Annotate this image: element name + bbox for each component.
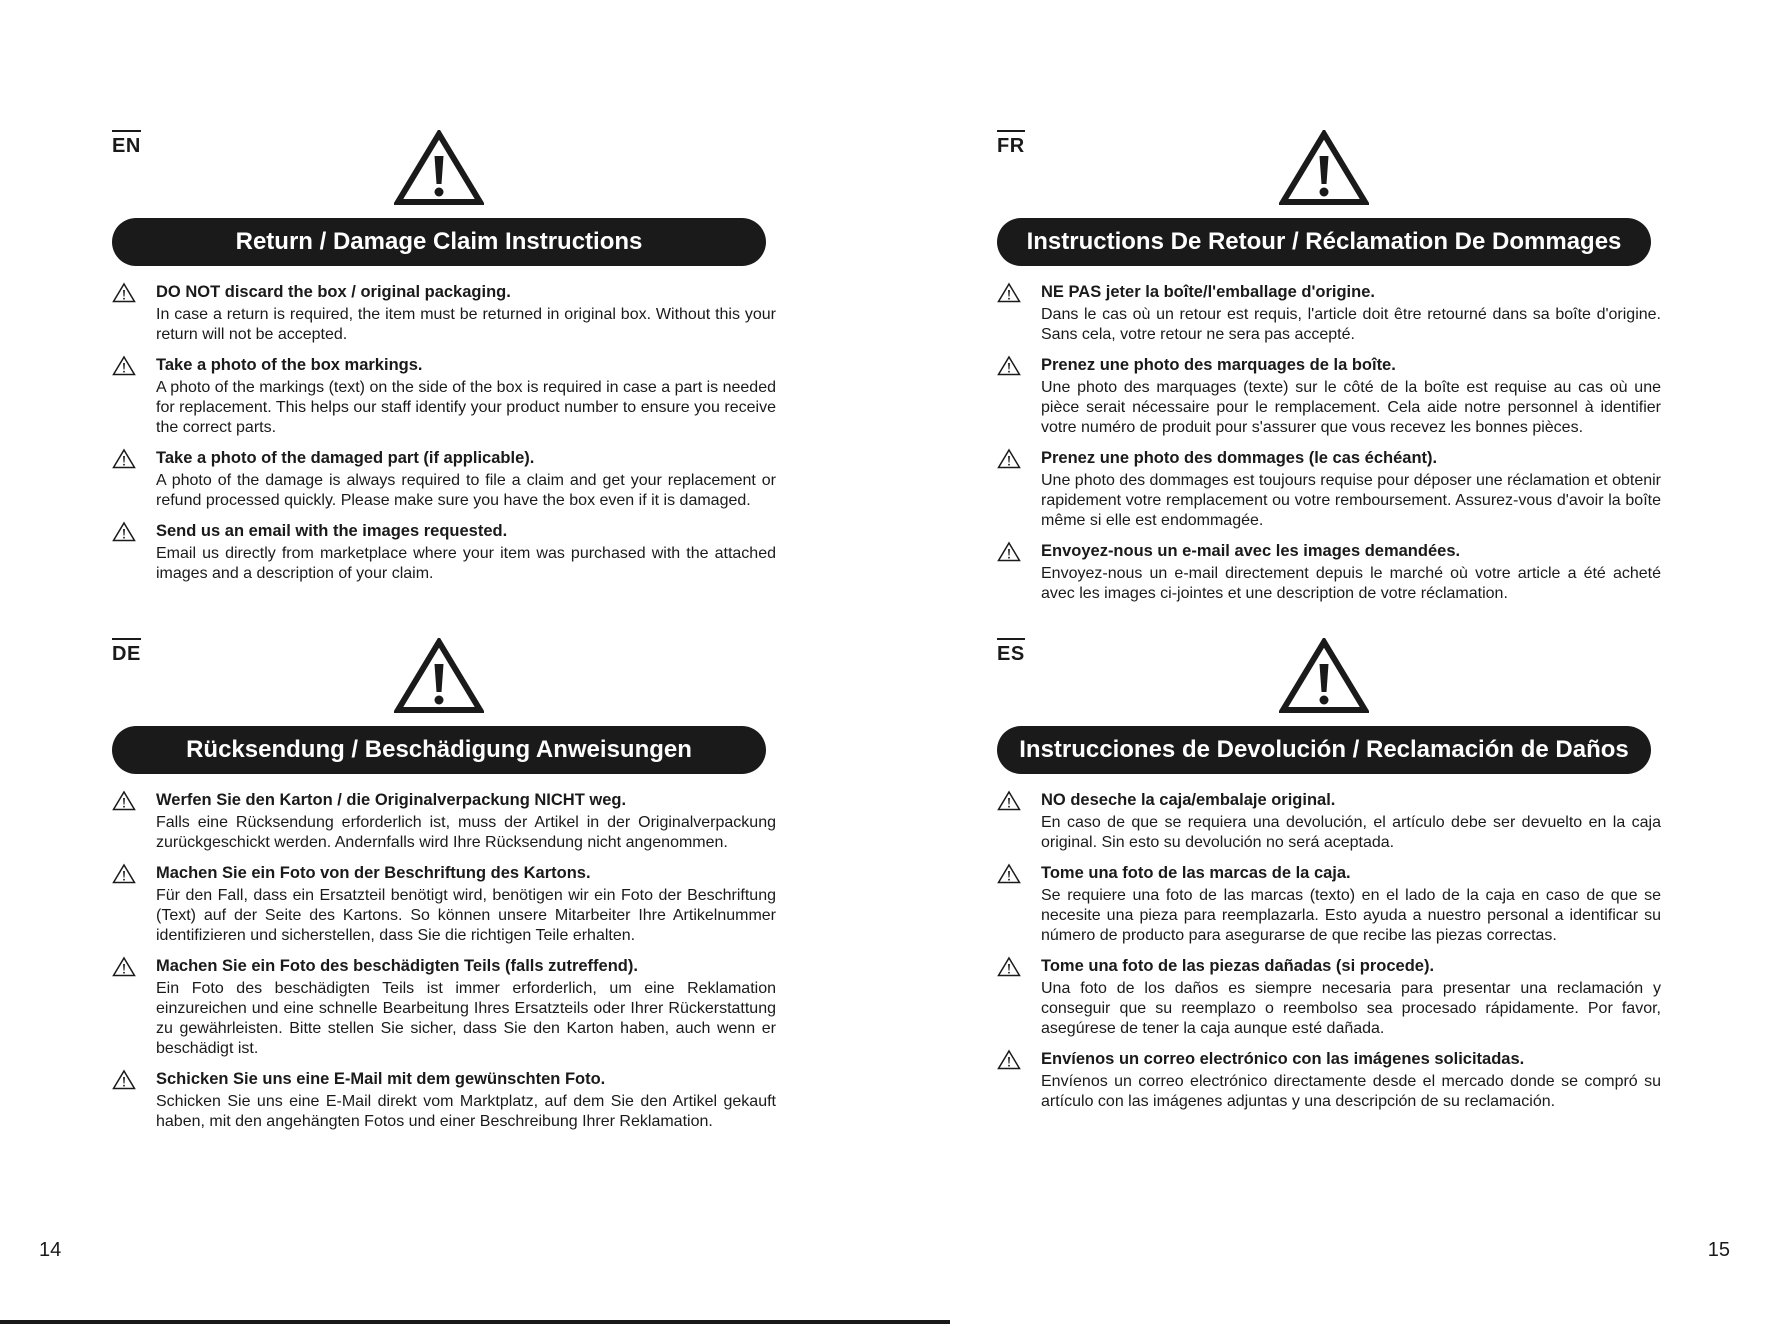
instruction-text: Se requiere una foto de las marcas (texto) en el lado de la caja en caso de que se necesite una pieza para reemplazarla. Esto ayuda a nuestro personal a identificar su número de producto para asegurarse de que recibe las piezas correctas. bbox=[1041, 887, 1661, 944]
language-code: ES bbox=[997, 638, 1025, 664]
instruction-text: Ein Foto des beschädigten Teils ist immer erforderlich, um eine Reklamation einzureichen und eine schnelle Bearbeitung Ihres Ersatzteils oder Ihrer Rückerstattung zu gewährleisten. Bitte stellen Sie sicher, dass Sie den Karton haben, auch wenn er beschädigt ist. bbox=[156, 980, 776, 1057]
instruction-text: En caso de que se requiera una devolución, el artículo debe ser devuelto en la caja original. Sin esto su devolución no será aceptada. bbox=[1041, 814, 1661, 851]
warning-triangle-icon bbox=[997, 790, 1021, 811]
instruction-item bbox=[112, 448, 776, 511]
instruction-item bbox=[112, 863, 776, 946]
instruction-heading: Tome una foto de las piezas dañadas (si procede). bbox=[1041, 957, 1435, 975]
instruction-heading: Take a photo of the box markings. bbox=[156, 356, 423, 374]
instruction-item bbox=[997, 1049, 1661, 1112]
instruction-text: In case a return is required, the item must be returned in original box. Without this your return will not be accepted. bbox=[156, 306, 776, 343]
section-title: Instrucciones de Devolución / Reclamación de Daños bbox=[997, 726, 1651, 774]
instruction-heading: Schicken Sie uns eine E-Mail mit dem gewünschten Foto. bbox=[156, 1070, 606, 1088]
instruction-text: Dans le cas où un retour est requis, l'article doit être retourné dans sa boîte d'origine. Sans cela, votre retour ne sera pas accepté. bbox=[1041, 306, 1661, 343]
instruction-list bbox=[997, 282, 1661, 614]
instruction-item bbox=[997, 956, 1661, 1039]
language-code: EN bbox=[112, 130, 141, 156]
section-title: Rücksendung / Beschädigung Anweisungen bbox=[112, 726, 766, 774]
page-number-right: 15 bbox=[1707, 1239, 1730, 1261]
section-title: Return / Damage Claim Instructions bbox=[112, 218, 766, 266]
instruction-item bbox=[997, 863, 1661, 946]
instruction-text: Una foto de los daños es siempre necesaria para presentar una reclamación y conseguir que su reemplazo o reembolso sea procesado rápidamente. Por favor, asegúrese de tener la caja aunque esté dañada. bbox=[1041, 980, 1661, 1037]
instruction-text: Envoyez-nous un e-mail directement depuis le marché où votre article a été acheté avec les images ci-jointes et une description de votre réclamation. bbox=[1041, 565, 1661, 602]
warning-triangle-icon bbox=[112, 790, 136, 811]
instruction-text: Schicken Sie uns eine E-Mail direkt vom Marktplatz, auf dem Sie den Artikel gekauft haben, mit den angehängten Fotos und einer Beschreibung Ihrer Reklamation. bbox=[156, 1093, 776, 1130]
warning-triangle-icon bbox=[997, 355, 1021, 376]
warning-triangle-icon bbox=[997, 956, 1021, 977]
warning-triangle-icon bbox=[394, 638, 484, 714]
warning-triangle-icon bbox=[1279, 130, 1369, 206]
warning-triangle-icon bbox=[997, 448, 1021, 469]
instruction-item bbox=[997, 355, 1661, 438]
warning-triangle-icon bbox=[1279, 638, 1369, 714]
instruction-heading: NO deseche la caja/embalaje original. bbox=[1041, 791, 1336, 809]
instruction-text: Falls eine Rücksendung erforderlich ist, muss der Artikel in der Originalverpackung zurückgeschickt werden. Andernfalls wird Ihre Rücksendung nicht angenommen. bbox=[156, 814, 776, 851]
instruction-item bbox=[997, 448, 1661, 531]
instruction-item bbox=[112, 1069, 776, 1132]
instruction-text: Une photo des dommages est toujours requise pour déposer une réclamation et obtenir rapidement votre remplacement ou votre remboursement. Assurez-vous d'avoir la boîte même si elle est endommagée. bbox=[1041, 472, 1661, 529]
instruction-item bbox=[112, 355, 776, 438]
warning-triangle-icon bbox=[112, 448, 136, 469]
instruction-item bbox=[112, 282, 776, 345]
instruction-heading: Envíenos un correo electrónico con las imágenes solicitadas. bbox=[1041, 1050, 1525, 1068]
instruction-text: Email us directly from marketplace where your item was purchased with the attached images and a description of your claim. bbox=[156, 545, 776, 582]
instruction-heading: NE PAS jeter la boîte/l'emballage d'origine. bbox=[1041, 283, 1375, 301]
warning-triangle-icon bbox=[112, 521, 136, 542]
instruction-item bbox=[997, 541, 1661, 604]
instruction-list bbox=[112, 790, 776, 1142]
instruction-text: A photo of the damage is always required to file a claim and get your replacement or refund processed quickly. Please make sure you have the box even if it is damaged. bbox=[156, 472, 776, 509]
instruction-heading: Machen Sie ein Foto von der Beschriftung des Kartons. bbox=[156, 864, 591, 882]
instruction-heading: Werfen Sie den Karton / die Originalverpackung NICHT weg. bbox=[156, 791, 627, 809]
instruction-list bbox=[997, 790, 1661, 1122]
instruction-text: Une photo des marquages (texte) sur le côté de la boîte est requise au cas où une pièce serait nécessaire pour le remplacement. Cela aide notre personnel à identifier votre numéro de produit pour s'assurer que vous recevez les bonnes pièces. bbox=[1041, 379, 1661, 436]
warning-triangle-icon bbox=[997, 282, 1021, 303]
warning-triangle-icon bbox=[112, 1069, 136, 1090]
page-number-left: 14 bbox=[39, 1239, 62, 1261]
instruction-heading: Prenez une photo des dommages (le cas échéant). bbox=[1041, 449, 1438, 467]
instruction-heading: Send us an email with the images requested. bbox=[156, 522, 508, 540]
page-bottom-rule bbox=[0, 1320, 950, 1324]
warning-triangle-icon bbox=[394, 130, 484, 206]
warning-triangle-icon bbox=[997, 1049, 1021, 1070]
instruction-item bbox=[112, 956, 776, 1059]
instruction-heading: Tome una foto de las marcas de la caja. bbox=[1041, 864, 1351, 882]
instruction-item bbox=[997, 282, 1661, 345]
instruction-item bbox=[112, 521, 776, 584]
warning-triangle-icon bbox=[112, 956, 136, 977]
instruction-item bbox=[997, 790, 1661, 853]
instruction-heading: Take a photo of the damaged part (if applicable). bbox=[156, 449, 535, 467]
language-code: DE bbox=[112, 638, 141, 664]
instruction-heading: DO NOT discard the box / original packaging. bbox=[156, 283, 511, 301]
language-code: FR bbox=[997, 130, 1025, 156]
instruction-text: Für den Fall, dass ein Ersatzteil benötigt wird, benötigen wir ein Foto der Beschriftung (Text) auf der Seite des Kartons. So können unsere Mitarbeiter Ihre Artikelnummer identifizieren und sicherstellen, dass Sie die richtigen Teile erhalten. bbox=[156, 887, 776, 944]
instruction-heading: Envoyez-nous un e-mail avec les images demandées. bbox=[1041, 542, 1461, 560]
warning-triangle-icon bbox=[997, 863, 1021, 884]
instruction-heading: Prenez une photo des marquages de la boîte. bbox=[1041, 356, 1396, 374]
instruction-item bbox=[112, 790, 776, 853]
warning-triangle-icon bbox=[112, 863, 136, 884]
instruction-list bbox=[112, 282, 776, 594]
instruction-heading: Machen Sie ein Foto des beschädigten Teils (falls zutreffend). bbox=[156, 957, 638, 975]
instruction-text: Envíenos un correo electrónico directamente desde el mercado donde se compró su artículo con las imágenes adjuntas y una descripción de su reclamación. bbox=[1041, 1073, 1661, 1110]
warning-triangle-icon bbox=[997, 541, 1021, 562]
warning-triangle-icon bbox=[112, 282, 136, 303]
warning-triangle-icon bbox=[112, 355, 136, 376]
section-title: Instructions De Retour / Réclamation De Dommages bbox=[997, 218, 1651, 266]
instruction-text: A photo of the markings (text) on the side of the box is required in case a part is needed for replacement. This helps our staff identify your product number to ensure you receive the correct parts. bbox=[156, 379, 776, 436]
